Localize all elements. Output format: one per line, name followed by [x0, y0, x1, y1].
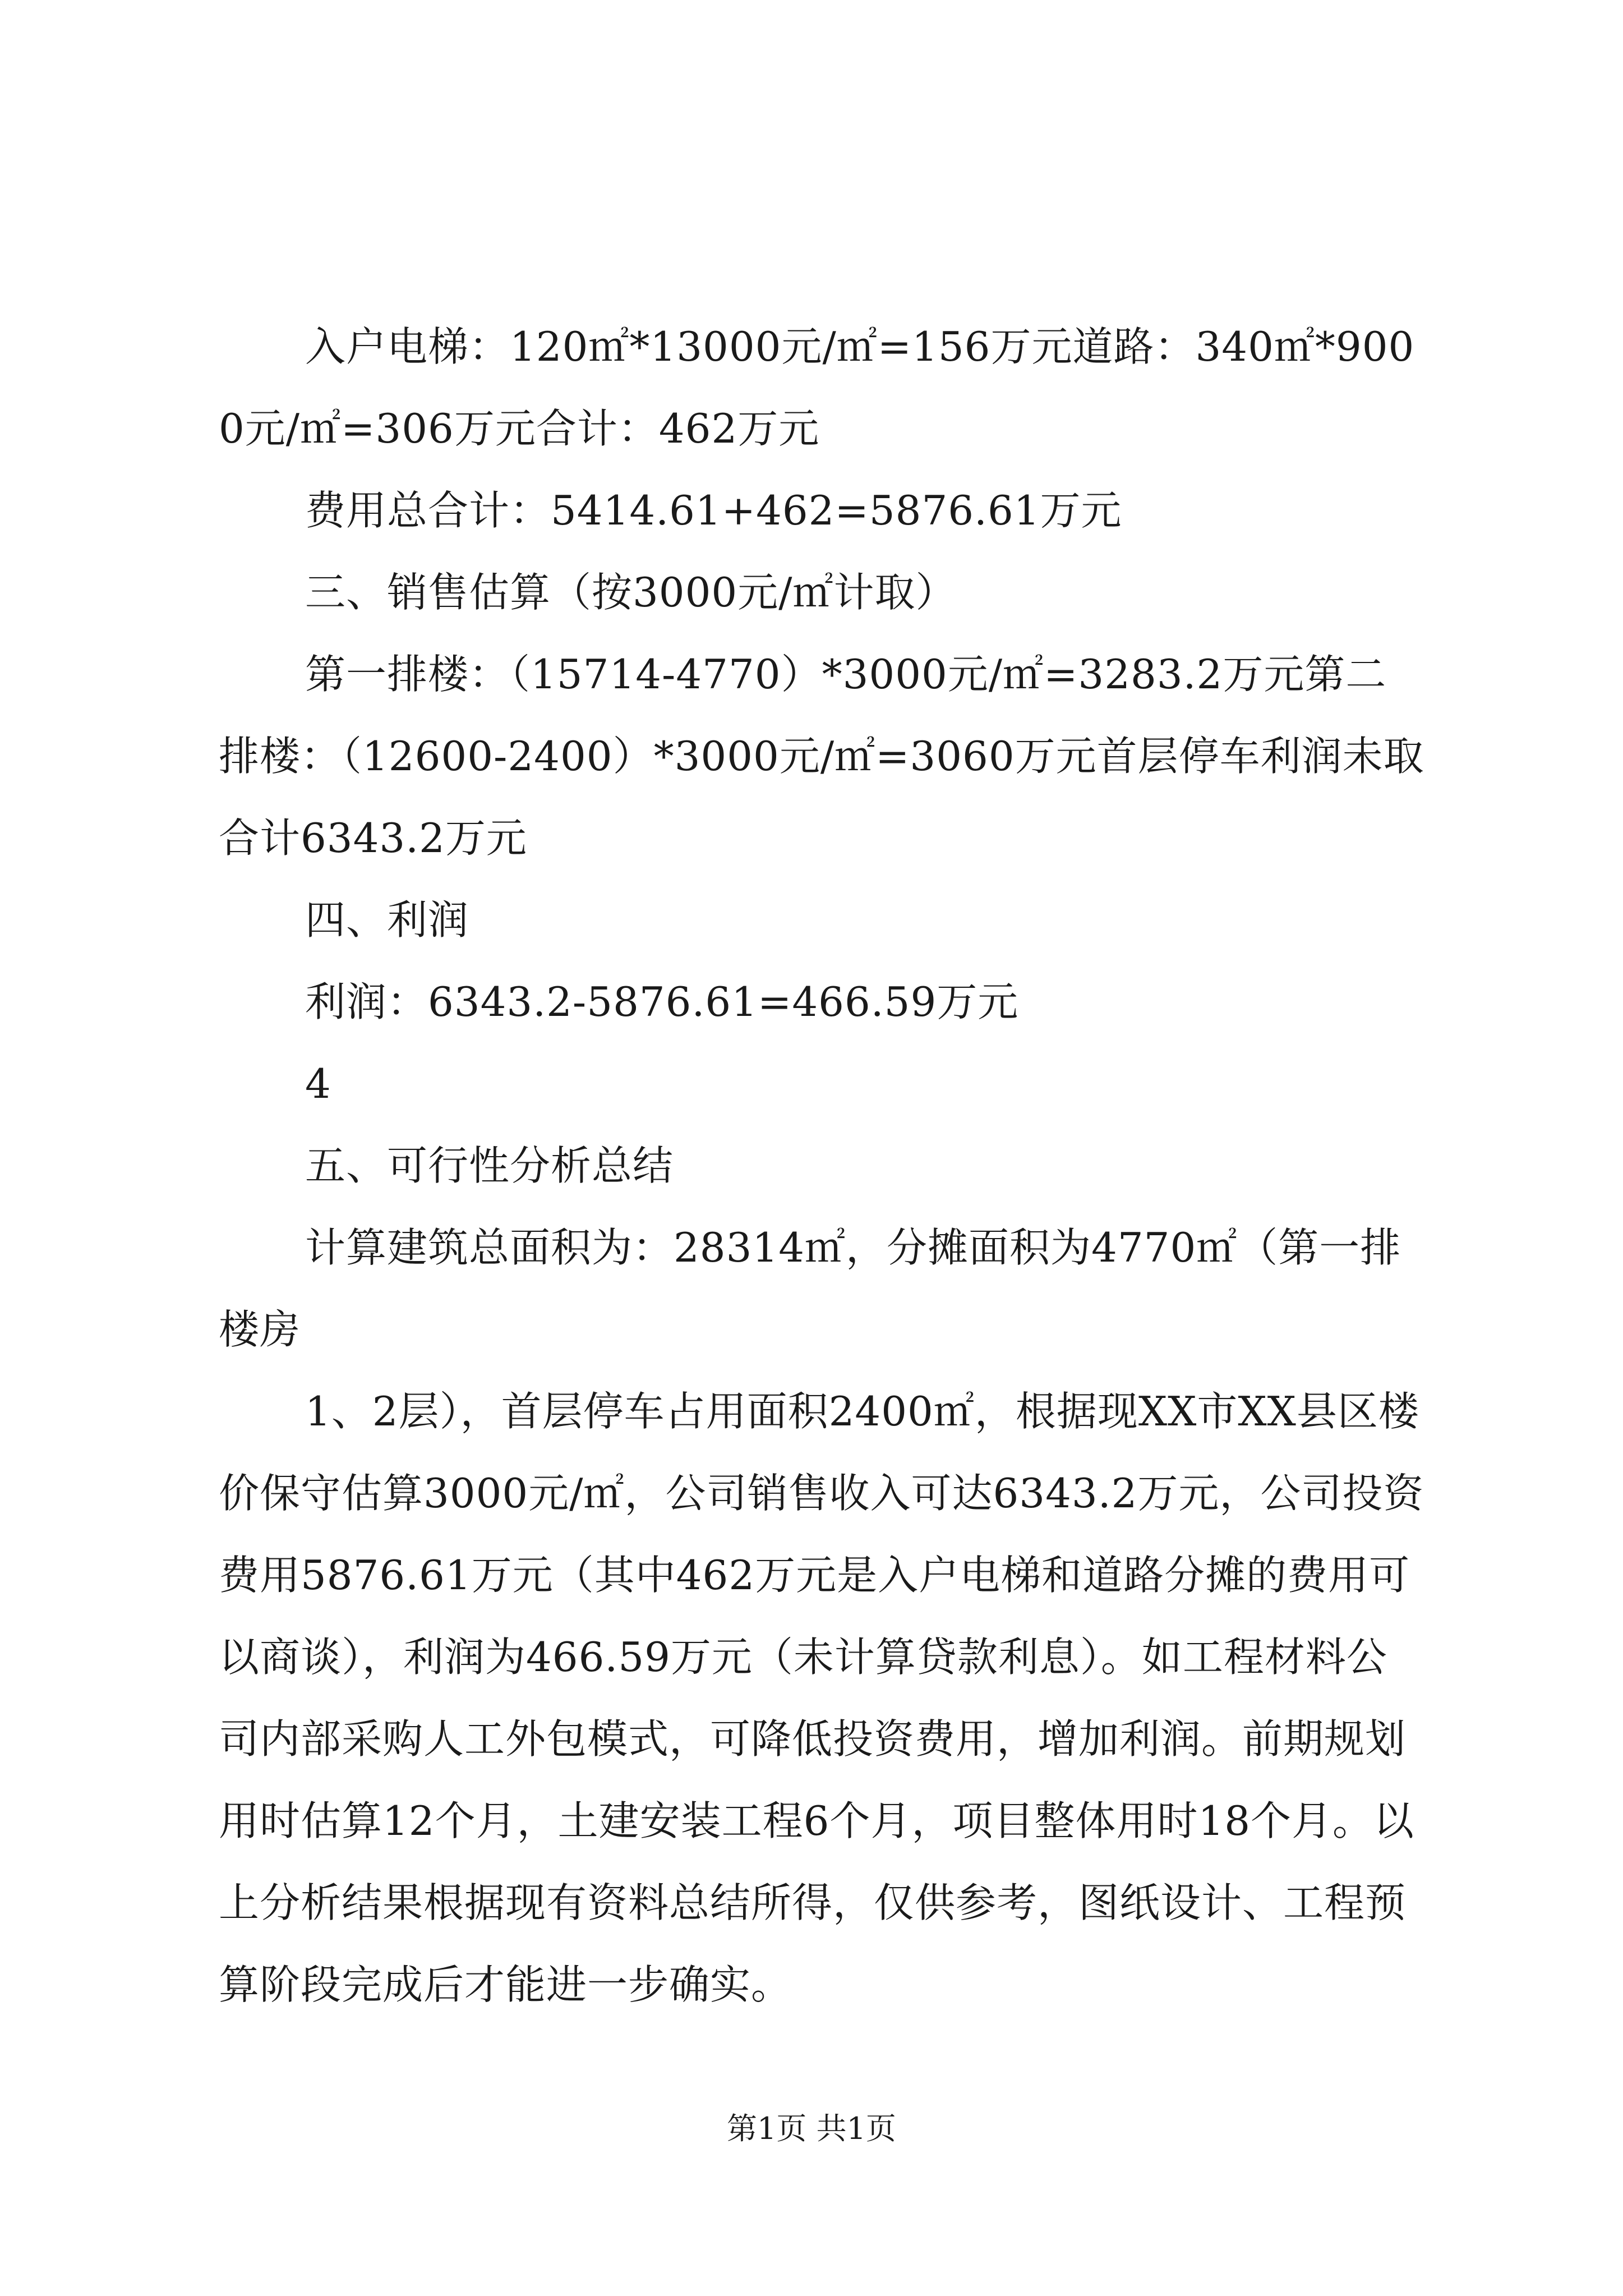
paragraph-elevator-road-cost: 入户电梯：120㎡*13000元/㎡=156万元道路：340㎡*9000元/㎡=306万元合计：462万元 [219, 323, 1415, 452]
paragraph-area-summary: 计算建筑总面积为：28314㎡，分摊面积为4770㎡（第一排楼房 [219, 1224, 1401, 1353]
heading-profit: 四、利润 [305, 896, 469, 944]
paragraph-feasibility-conclusion: 1、2层），首层停车占用面积2400㎡，根据现XX市XX县区楼价保守估算3000元/㎡，公司销售收入可达6343.2万元，公司投资费用5876.61万元（其中462万元是入户电梯和道路分摊的费用可以商谈），利润为466.59万元（未计算贷款利息）。如工程材料公司内部采购人工外包模式，可降低投资费用，增加利润。前期规划用时估算12个月，土建安装工程6个月，项目整体用时18个月。以上分析结果根据现有资料总结所得，仅供参考，图纸设计、工程预算阶段完成后才能进一步确实。 [219, 1388, 1424, 2008]
document-body [219, 306, 1424, 2026]
heading-sales-estimate: 三、销售估算（按3000元/㎡计取） [305, 569, 957, 616]
paragraph-profit-calculation: 利润：6343.2-5876.61=466.59万元 [305, 978, 1019, 1025]
heading-feasibility-summary: 五、可行性分析总结 [305, 1142, 674, 1189]
page-footer: 第1页 共1页 [727, 2111, 896, 2146]
paragraph-sales-calculation: 第一排楼：（15714-4770）*3000元/㎡=3283.2万元第二排楼：（12600-2400）*3000元/㎡=3060万元首层停车利润未取合计6343.2万元 [219, 651, 1424, 862]
paragraph-total-cost: 费用总合计：5414.61+462=5876.61万元 [305, 487, 1122, 534]
page-number-inline: 4 [305, 1060, 331, 1107]
